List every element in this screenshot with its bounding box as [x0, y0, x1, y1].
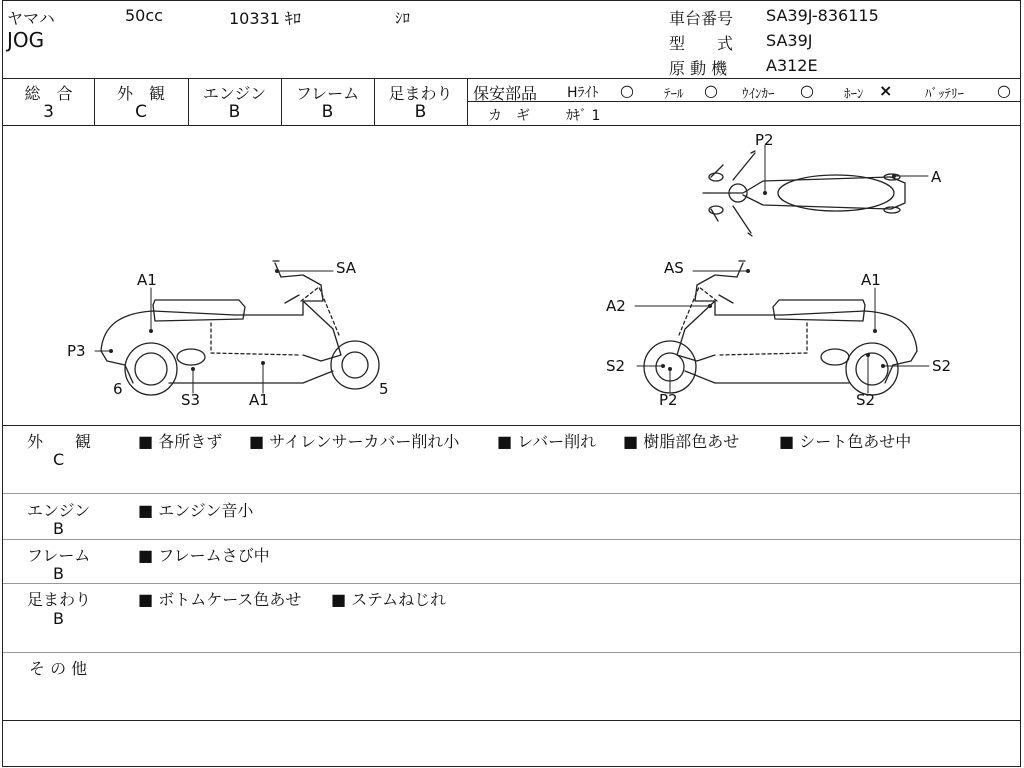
- note-other-label: そ の 他: [29, 659, 88, 678]
- safety-item-headlight: Hﾗｲﾄ: [567, 85, 599, 101]
- note-exterior-item: ■ レバー削れ: [497, 432, 597, 451]
- label-right-p2: P2: [659, 391, 678, 409]
- label-top-p2: P2: [755, 131, 774, 149]
- note-frame-item: ■ フレームさび中: [138, 546, 270, 565]
- note-suspension-item: ■ ボトムケース色あせ: [138, 590, 302, 609]
- engine-score: B: [228, 102, 241, 122]
- engine-score-label: エンジン: [202, 84, 267, 103]
- note-suspension-grade: B: [53, 609, 64, 628]
- type-label: 型 式: [669, 34, 734, 53]
- callout-lines: [95, 145, 929, 393]
- divider: [3, 652, 1020, 653]
- exterior-score: C: [135, 102, 147, 122]
- label-right-a1: A1: [861, 271, 881, 289]
- note-exterior-item: ■ 各所きず: [138, 432, 223, 451]
- divider: [467, 78, 468, 125]
- frame-no: SA39J-836115: [766, 6, 879, 25]
- safety-item-winker: ｳｲﾝｶｰ: [742, 87, 775, 102]
- overall-score: 3: [43, 102, 54, 122]
- key-value: ｶｷﾞ 1: [566, 108, 601, 124]
- label-left-a1-bottom: A1: [249, 391, 269, 409]
- color: ｼﾛ: [395, 9, 411, 27]
- inspection-sheet: [2, 0, 1021, 767]
- frame-no-label: 車台番号: [669, 9, 734, 28]
- label-top-a: A: [931, 168, 942, 186]
- callout-dots: [109, 174, 896, 371]
- divider: [3, 78, 1020, 79]
- safety-mark-battery: ○: [997, 81, 1011, 100]
- note-exterior-grade: C: [53, 450, 65, 469]
- divider: [3, 425, 1020, 426]
- label-right-s2-left: S2: [606, 357, 626, 375]
- type-value: SA39J: [766, 31, 813, 50]
- safety-mark-headlight: ○: [620, 81, 634, 100]
- safety-label: 保安部品: [473, 84, 538, 103]
- displacement: 50cc: [125, 6, 163, 25]
- safety-mark-tail: ○: [704, 81, 718, 100]
- safety-mark-winker: ○: [800, 81, 814, 100]
- scooter-top-view: [703, 151, 905, 236]
- frame-score-label: フレーム: [295, 84, 360, 103]
- label-left-5: 5: [379, 380, 389, 398]
- maker: ヤマハ: [7, 9, 55, 28]
- divider: [3, 720, 1020, 721]
- label-right-s2-right: S2: [932, 357, 952, 375]
- note-frame-grade: B: [53, 564, 64, 583]
- label-left-6: 6: [113, 380, 123, 398]
- note-suspension-item: ■ ステムねじれ: [331, 590, 447, 609]
- suspension-score: B: [414, 102, 427, 122]
- safety-item-battery: ﾊﾞｯﾃﾘｰ: [925, 87, 964, 102]
- engine-value: A312E: [766, 56, 818, 75]
- engine-label: 原 動 機: [669, 59, 728, 78]
- suspension-score-label: 足まわり: [388, 84, 453, 103]
- label-left-a1: A1: [137, 271, 157, 289]
- label-left-s3: S3: [181, 391, 201, 409]
- note-engine-item: ■ エンジン音小: [138, 501, 254, 520]
- note-exterior-item: ■ サイレンサーカバー削れ小: [249, 432, 460, 451]
- note-engine-label: エンジン: [27, 501, 91, 520]
- key-label: カ ギ: [488, 108, 530, 124]
- note-frame-label: フレーム: [27, 546, 91, 565]
- label-right-a2: A2: [606, 297, 626, 315]
- divider: [3, 583, 1020, 584]
- note-suspension-label: 足まわり: [27, 590, 92, 609]
- safety-item-tail: ﾃｰﾙ: [664, 87, 684, 102]
- label-left-sa: SA: [336, 259, 357, 277]
- note-exterior-item: ■ 樹脂部色あせ: [623, 432, 740, 451]
- divider: [3, 493, 1020, 494]
- label-right-s2-bottom: S2: [856, 391, 876, 409]
- mileage: 10331 ｷﾛ: [229, 9, 301, 28]
- exterior-label: 外 観: [116, 84, 165, 103]
- note-exterior-item: ■ シート色あせ中: [779, 432, 912, 451]
- safety-item-horn: ﾎｰﾝ: [844, 87, 864, 102]
- note-exterior-label: 外 観: [27, 432, 92, 451]
- note-engine-grade: B: [53, 519, 64, 538]
- divider: [3, 539, 1020, 540]
- label-left-p3: P3: [67, 342, 86, 360]
- frame-score: B: [321, 102, 334, 122]
- model-name: JOG: [7, 28, 45, 52]
- label-right-as: AS: [664, 259, 684, 277]
- safety-mark-horn: ×: [879, 81, 893, 100]
- overall-label: 総 合: [24, 84, 73, 103]
- damage-diagram: [3, 125, 1020, 425]
